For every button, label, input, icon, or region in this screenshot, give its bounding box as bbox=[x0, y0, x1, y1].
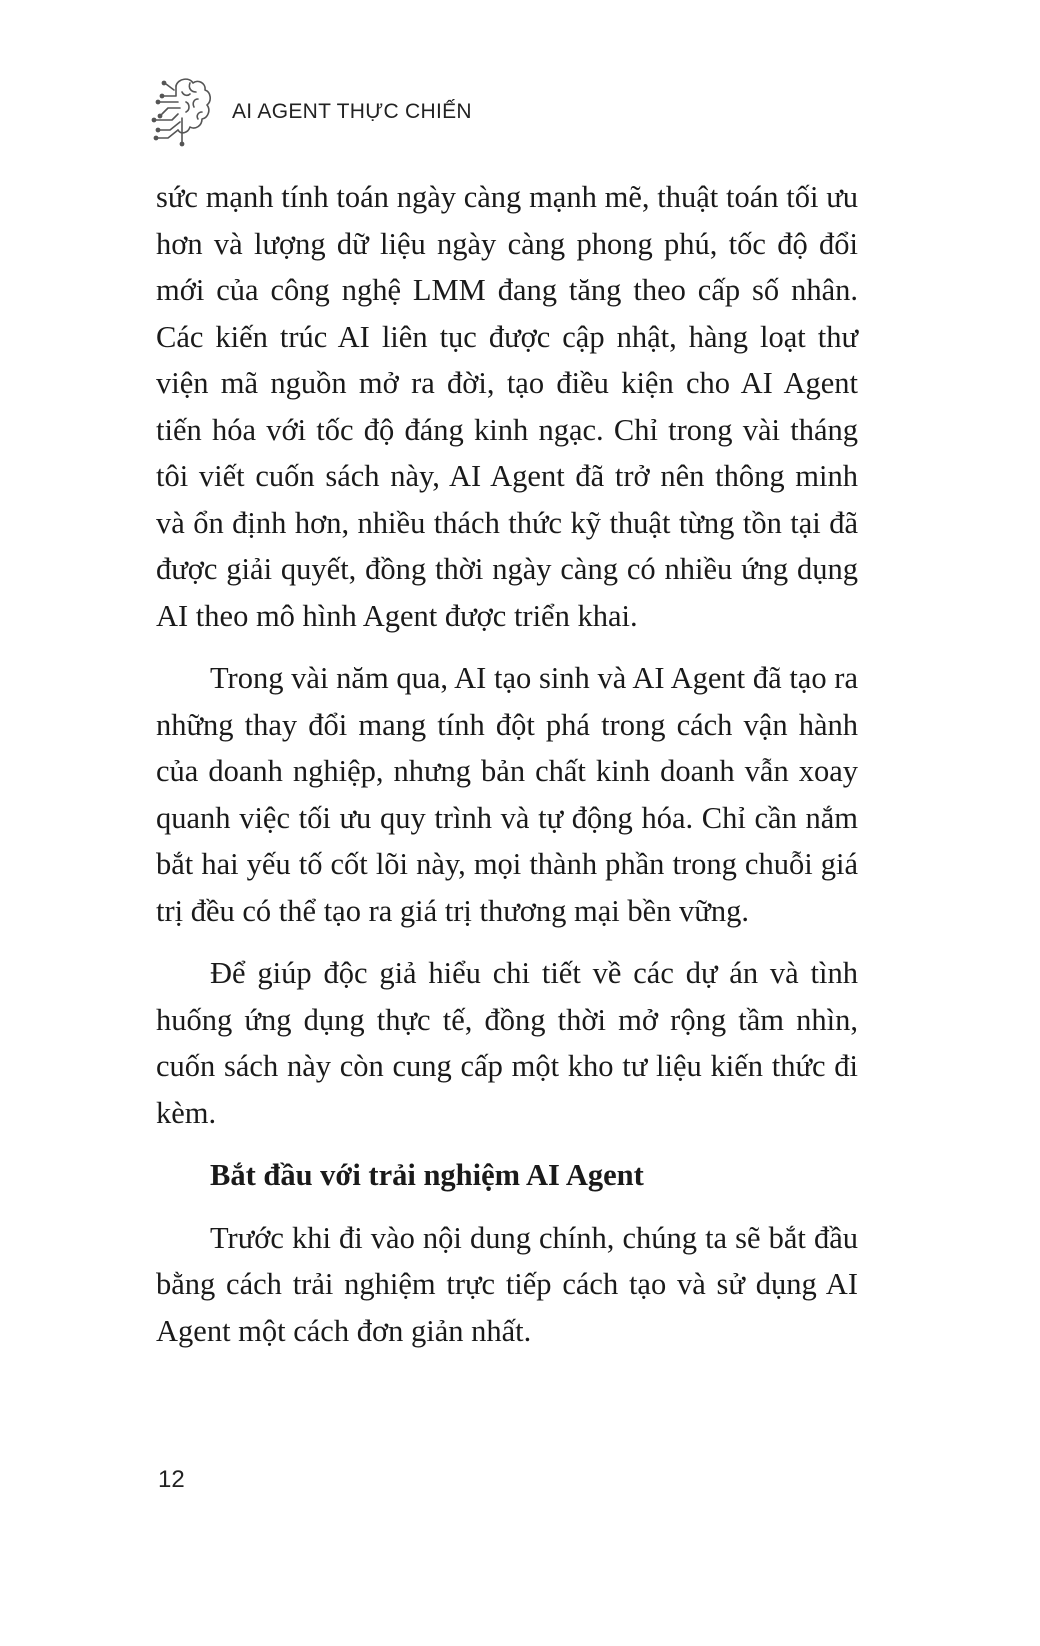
section-heading: Bắt đầu với trải nghiệm AI Agent bbox=[210, 1158, 644, 1192]
brain-circuit-icon bbox=[146, 72, 212, 152]
paragraph-continued: sức mạnh tính toán ngày càng mạnh mẽ, thuật toán tối ưu hơn và lượng dữ liệu ngày càng phong phú, tốc độ đổi mới của công nghệ LMM đang tăng theo cấp số nhân. Các kiến trúc AI liên tục được cập nhật, hàng loạt thư viện mã nguồn mở ra đời, tạo điều kiện cho AI Agent tiến hóa với tốc độ đáng kinh ngạc. Chỉ trong vài tháng tôi viết cuốn sách này, AI Agent đã trở nên thông minh và ổn định hơn, nhiều thách thức kỹ thuật từng tồn tại đã được giải quyết, đồng thời ngày càng có nhiều ứng dụng AI theo mô hình Agent được triển khai. bbox=[156, 180, 858, 633]
paragraph: Trong vài năm qua, AI tạo sinh và AI Agent đã tạo ra những thay đổi mang tính đột phá trong cách vận hành của doanh nghiệp, nhưng bản chất kinh doanh vẫn xoay quanh việc tối ưu quy trình và tự động hóa. Chỉ cần nắm bắt hai yếu tố cốt lõi này, mọi thành phần trong chuỗi giá trị đều có thể tạo ra giá trị thương mại bền vững. bbox=[156, 661, 858, 928]
paragraph: Để giúp độc giả hiểu chi tiết về các dự án và tình huống ứng dụng thực tế, đồng thời mở rộng tầm nhìn, cuốn sách này còn cung cấp một kho tư liệu kiến thức đi kèm. bbox=[156, 956, 858, 1130]
paragraph: Trước khi đi vào nội dung chính, chúng ta sẽ bắt đầu bằng cách trải nghiệm trực tiếp cách tạo và sử dụng AI Agent một cách đơn giản nhất. bbox=[156, 1220, 858, 1348]
page-body bbox=[156, 174, 858, 1354]
running-header bbox=[146, 72, 472, 152]
page-number: 12 bbox=[158, 1466, 185, 1493]
book-title: AI AGENT THỰC CHIẾN bbox=[232, 100, 472, 123]
